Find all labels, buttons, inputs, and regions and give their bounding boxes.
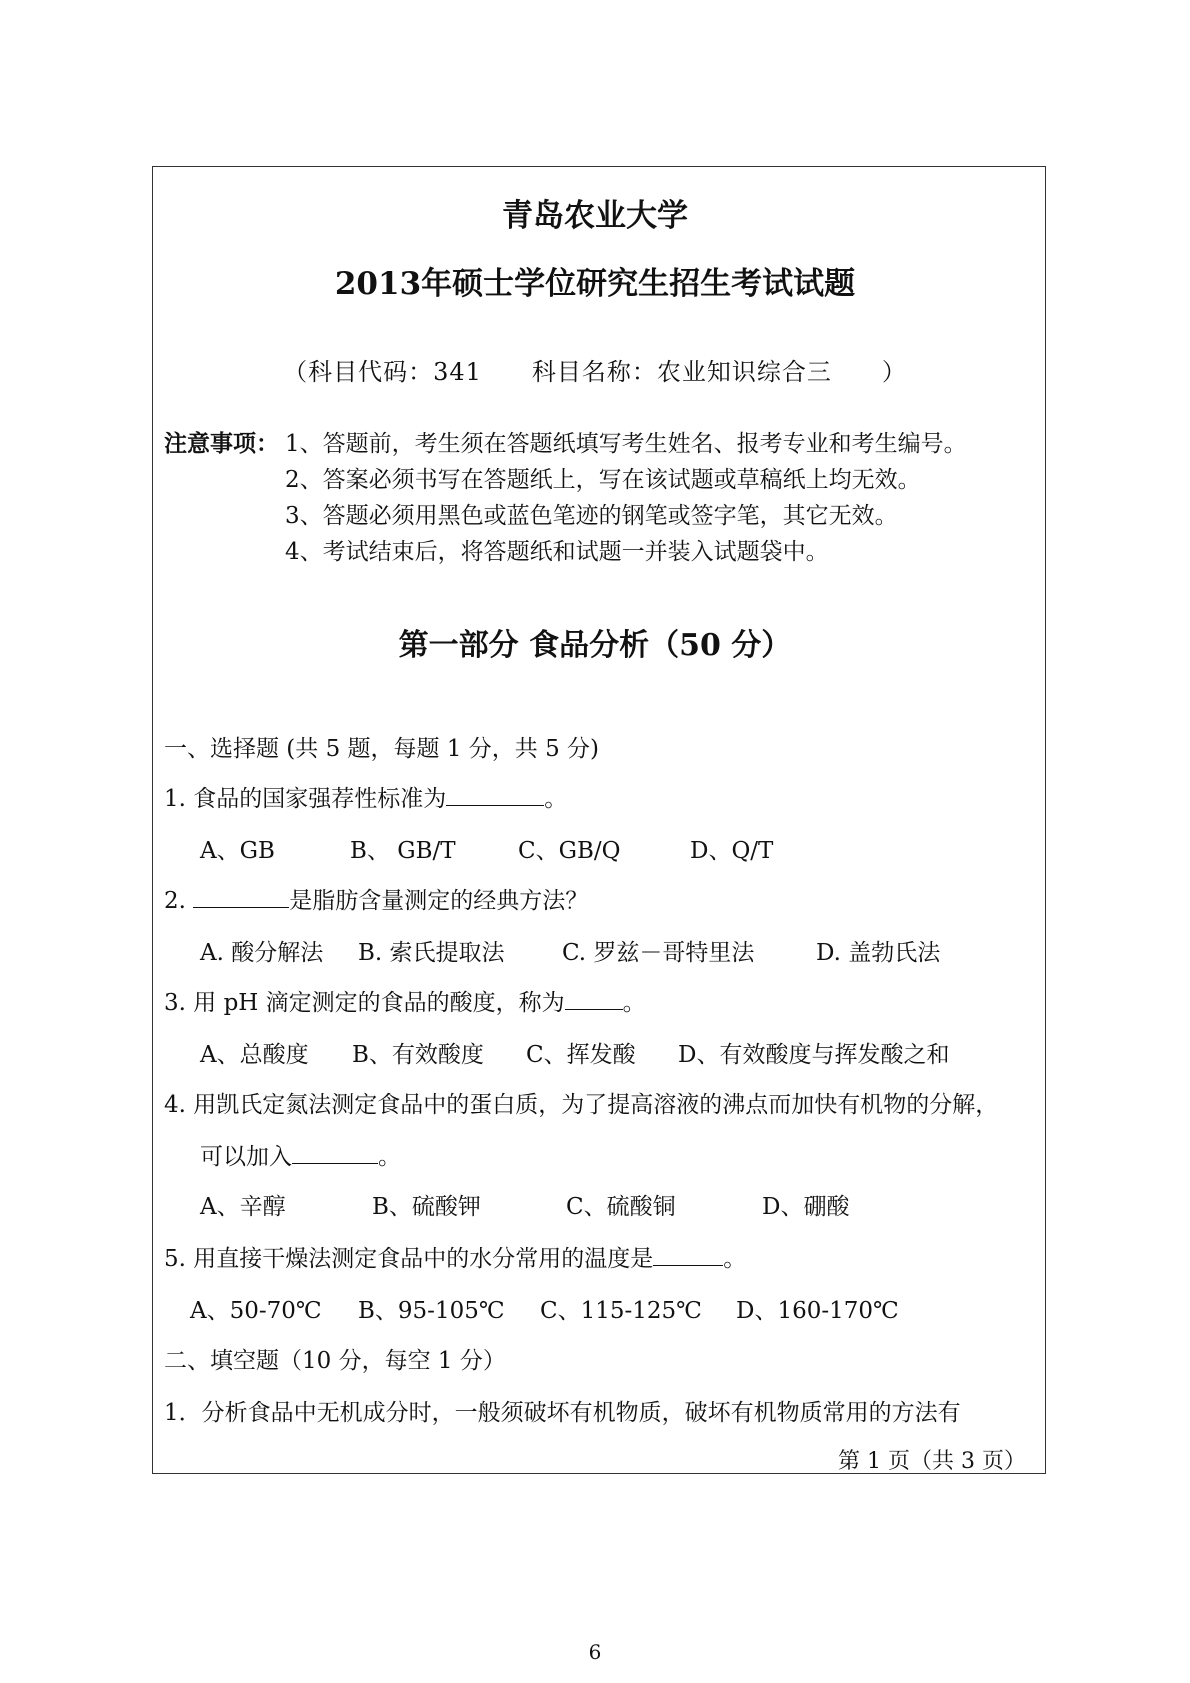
question-2: 2. 是脂肪含量测定的经典方法？ <box>164 888 589 914</box>
option: C、硫酸铜 <box>566 1194 676 1220</box>
answer-blank <box>446 785 544 806</box>
answer-blank <box>565 989 623 1010</box>
question-5: 5. 用直接干燥法测定食品中的水分常用的温度是 。 <box>164 1246 747 1272</box>
fill-question-1: 1．分析食品中无机成分时，一般须破坏有机物质，破坏有机物质常用的方法有 <box>164 1400 961 1426</box>
question-1: 1. 食品的国家强荐性标准为 。 <box>164 786 568 812</box>
subject-line <box>0 352 1190 387</box>
option: A、50-70℃ <box>190 1298 322 1324</box>
answer-blank <box>193 887 289 908</box>
option: A. 酸分解法 <box>200 940 324 966</box>
option: D、有效酸度与挥发酸之和 <box>678 1042 950 1068</box>
option: A、GB <box>200 838 275 864</box>
part-title: 第一部分 食品分析（50 分） <box>398 628 792 663</box>
option: B、有效酸度 <box>352 1042 484 1068</box>
subject-name: 科目名称：农业知识综合三 <box>531 358 832 386</box>
option: A、辛醇 <box>200 1194 286 1220</box>
answer-blank <box>653 1245 723 1266</box>
note-item: 2、答案必须书写在答题纸上，写在该试题或草稿纸上均无效。 <box>285 467 921 493</box>
section-heading: 一、选择题 (共 5 题，每题 1 分，共 5 分) <box>164 736 600 762</box>
option: D、硼酸 <box>762 1194 850 1220</box>
exam-title: 2013年硕士学位研究生招生考试试题 <box>334 266 856 302</box>
subject-close: ） <box>881 358 907 386</box>
option: B. 索氏提取法 <box>358 940 505 966</box>
option: C. 罗兹－哥特里法 <box>562 940 755 966</box>
notes-label: 注意事项： <box>164 430 279 457</box>
option: C、挥发酸 <box>526 1042 636 1068</box>
section-heading: 二、填空题（10 分，每空 1 分） <box>164 1348 506 1374</box>
page-indicator: 第 1 页（共 3 页） <box>838 1449 1026 1474</box>
option: A、总酸度 <box>200 1042 309 1068</box>
question-3: 3. 用 pH 滴定测定的食品的酸度，称为 。 <box>164 990 646 1016</box>
question-4-line2: 可以加入 。 <box>200 1144 401 1170</box>
option: C、115-125℃ <box>540 1298 702 1324</box>
option: B、硫酸钾 <box>372 1194 481 1220</box>
option: B、 GB/T <box>350 838 456 864</box>
question-4: 4. 用凯氏定氮法测定食品中的蛋白质，为了提高溶液的沸点而加快有机物的分解， <box>164 1092 999 1118</box>
footer-page-number: 6 <box>588 1640 602 1664</box>
note-item: 3、答题必须用黑色或蓝色笔迹的钢笔或签字笔，其它无效。 <box>285 503 898 529</box>
option: D、Q/T <box>690 838 774 864</box>
answer-blank <box>292 1143 378 1164</box>
university-title: 青岛农业大学 <box>502 198 688 234</box>
option: C、GB/Q <box>518 838 621 864</box>
note-item: 1、答题前，考生须在答题纸填写考生姓名、报考专业和考生编号。 <box>285 431 967 457</box>
option: D、160-170℃ <box>736 1298 899 1324</box>
option: D. 盖勃氏法 <box>816 940 941 966</box>
note-item: 4、考试结束后，将答题纸和试题一并装入试题袋中。 <box>285 539 829 565</box>
option: B、95-105℃ <box>358 1298 505 1324</box>
subject-code: （科目代码：341 <box>283 358 482 386</box>
